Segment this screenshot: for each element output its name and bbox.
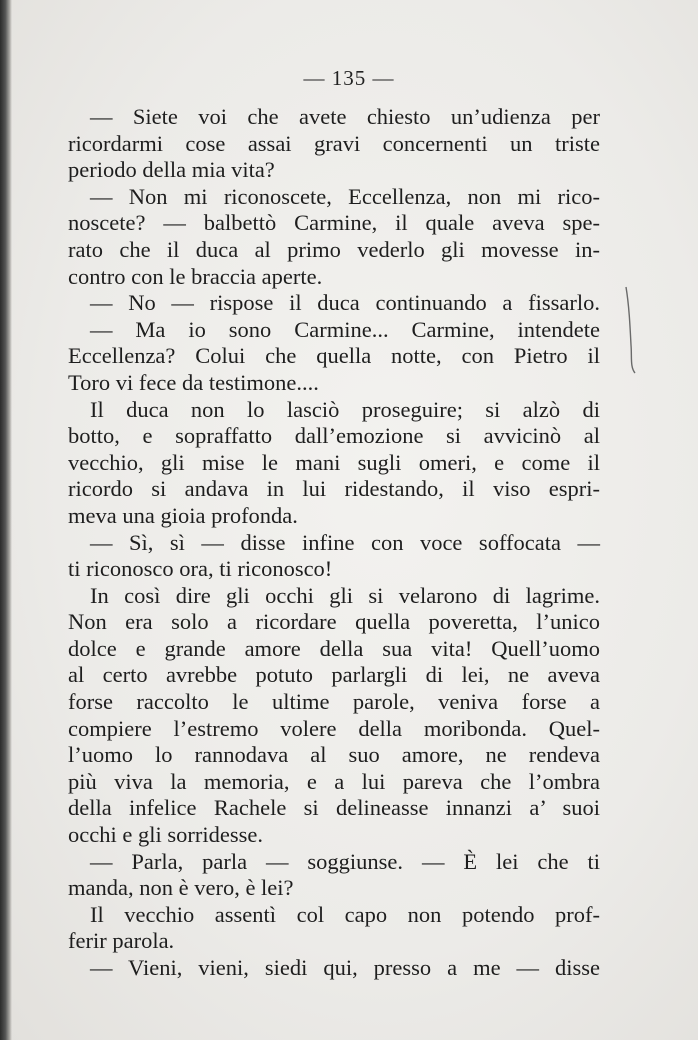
text-line: — Vieni, vieni, siedi qui, presso a me — disse bbox=[90, 955, 600, 980]
text-line: Toro vi fece da testimone.... bbox=[68, 369, 319, 395]
margin-pencil-mark bbox=[620, 285, 644, 377]
text-line: In così dire gli occhi gli si velarono di lagrime. bbox=[90, 582, 600, 608]
text-line: — Parla, parla — soggiunse. — È lei che ti bbox=[90, 848, 600, 874]
text-line: ti riconosco ora, ti riconosco! bbox=[68, 556, 333, 582]
text-line: — Sì, sì — disse infine con voce soffocata — bbox=[90, 529, 600, 555]
text-line: l’uomo lo rannodava al suo amore, ne rendeva bbox=[68, 742, 600, 768]
text-line: — Siete voi che avete chiesto un’udienza per bbox=[90, 104, 600, 129]
text-line: rato che il duca al primo vederlo gli movesse in- bbox=[68, 236, 600, 262]
text-line: occhi e gli sorridesse. bbox=[68, 822, 263, 848]
text-line: forse raccolto le ultime parole, veniva forse a bbox=[68, 689, 600, 715]
text-line: noscete? — balbettò Carmine, il quale aveva spe- bbox=[68, 210, 600, 236]
text-line: manda, non è vero, è lei? bbox=[68, 875, 294, 901]
text-line: Non era solo a ricordare quella poveretta, l’unico bbox=[68, 609, 600, 635]
body-text bbox=[68, 104, 600, 982]
text-line: — Non mi riconoscete, Eccellenza, non mi rico- bbox=[90, 183, 600, 209]
page-number: — 135 — bbox=[303, 66, 395, 90]
binding-edge bbox=[0, 0, 12, 1040]
text-line: più viva la memoria, e a lui pareva che l’ombra bbox=[68, 768, 600, 794]
text-line: vecchio, gli mise le mani sugli omeri, e come il bbox=[68, 449, 600, 475]
text-line: dolce e grande amore della sua vita! Quell’uomo bbox=[68, 635, 600, 661]
text-line: Il duca non lo lasciò proseguire; si alzò di bbox=[90, 396, 600, 422]
text-line: Il vecchio assentì col capo non potendo prof- bbox=[90, 901, 600, 927]
text-line: ferir parola. bbox=[68, 928, 175, 954]
text-line: ricordo si andava in lui ridestando, il viso espri- bbox=[68, 476, 600, 502]
text-line: contro con le braccia aperte. bbox=[68, 263, 323, 289]
text-line: al certo avrebbe potuto parlargli di lei, ne aveva bbox=[68, 662, 600, 688]
text-line: — Ma io sono Carmine... Carmine, intendete bbox=[90, 316, 600, 342]
text-line: ricordarmi cose assai gravi concernenti un triste bbox=[68, 130, 600, 156]
text-line: compiere l’estremo volere della moribonda. Quel- bbox=[68, 715, 600, 741]
text-line: periodo della mia vita? bbox=[68, 157, 275, 183]
text-line: — No — rispose il duca continuando a fissarlo. bbox=[90, 290, 600, 316]
text-line: botto, e sopraffatto dall’emozione si avvicinò al bbox=[68, 423, 600, 449]
text-line: della infelice Rachele si delineasse innanzi a’ suoi bbox=[68, 795, 600, 821]
text-line: meva una gioia profonda. bbox=[68, 502, 298, 528]
text-line: Eccellenza? Colui che quella notte, con Pietro il bbox=[68, 343, 600, 369]
